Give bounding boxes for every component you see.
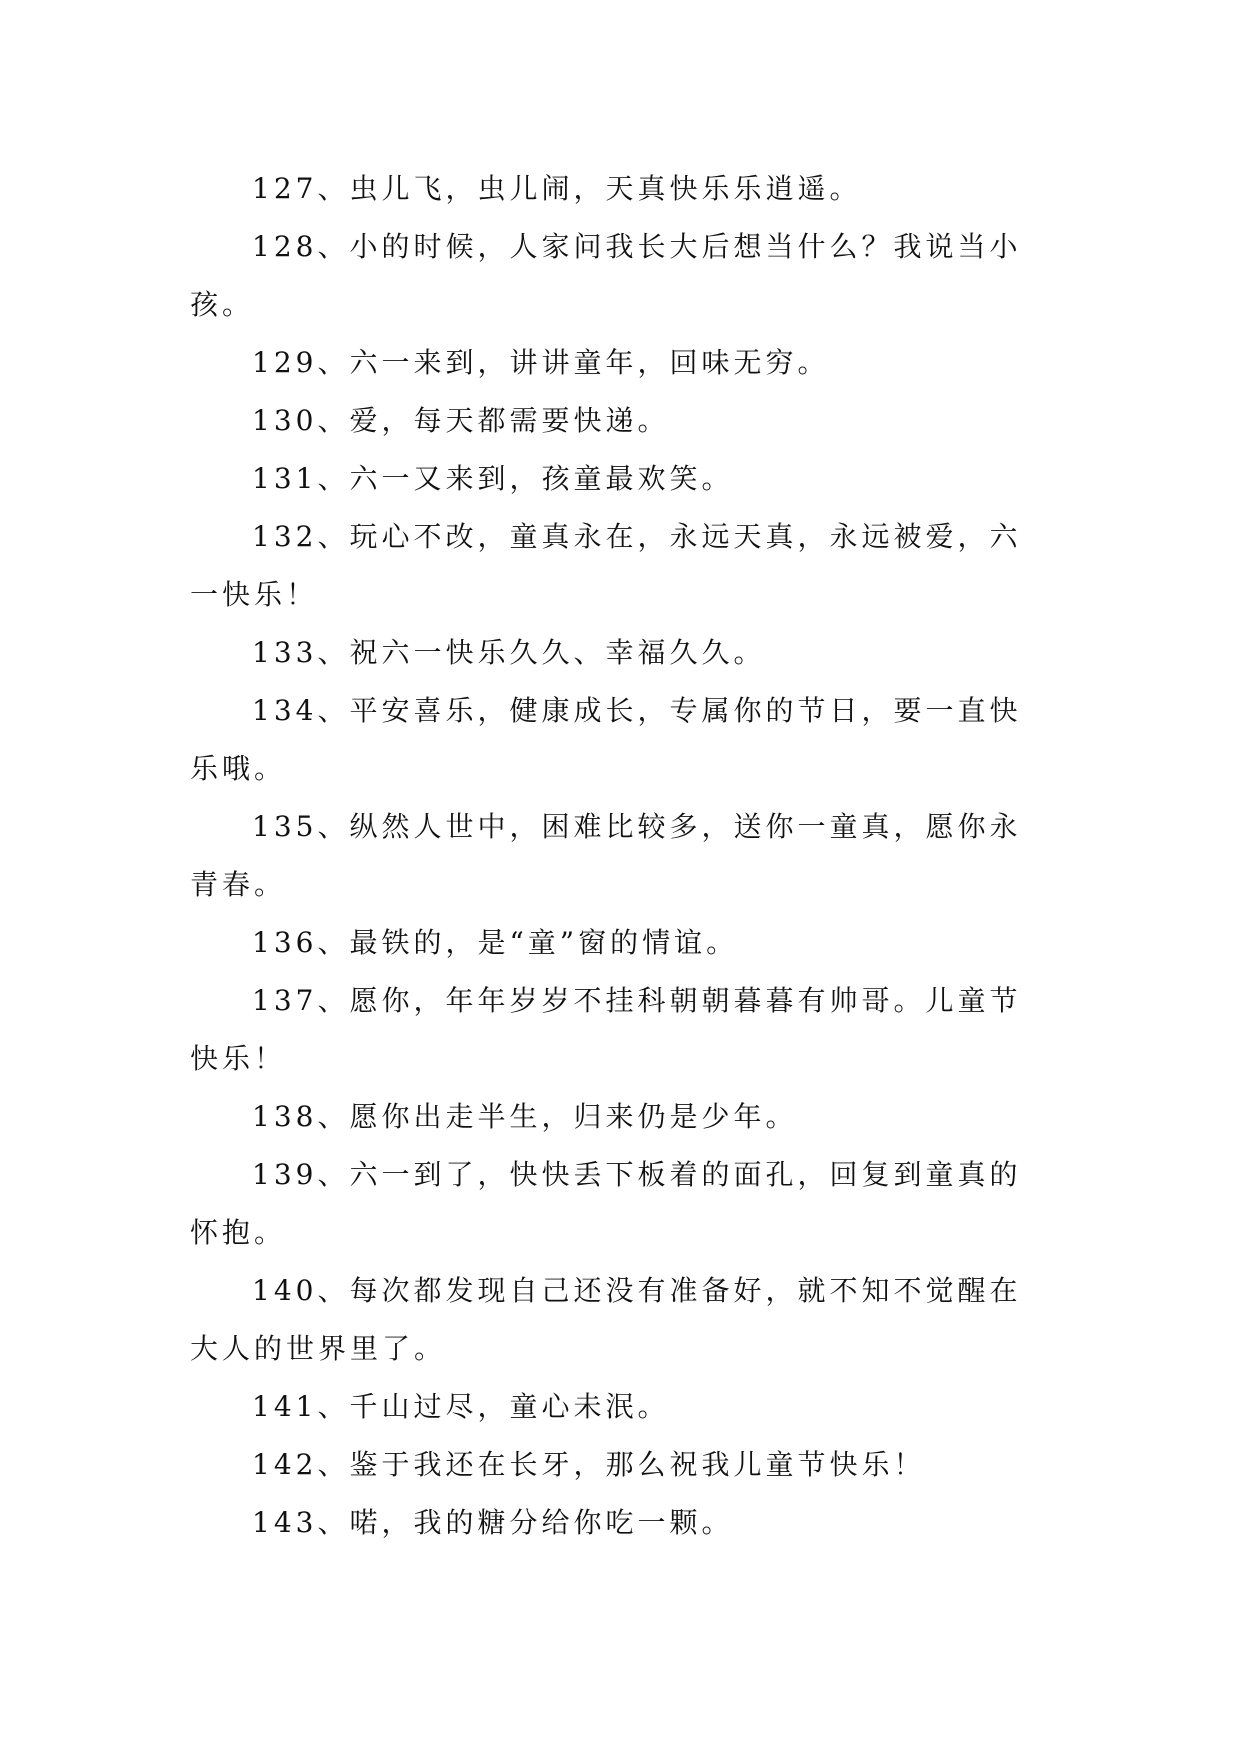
paragraph-129: 129、六一来到，讲讲童年，回味无穷。 <box>252 346 830 379</box>
paragraph-128: 128、小的时候，人家问我长大后想当什么？我说当小孩。 <box>190 230 1022 321</box>
paragraph-131: 131、六一又来到，孩童最欢笑。 <box>252 462 734 495</box>
paragraph-135: 135、纵然人世中，困难比较多，送你一童真，愿你永青春。 <box>190 810 1022 901</box>
paragraph-143: 143、喏，我的糖分给你吃一颗。 <box>252 1506 734 1539</box>
paragraph-139: 139、六一到了，快快丢下板着的面孔，回复到童真的怀抱。 <box>190 1158 1022 1249</box>
paragraph-140: 140、每次都发现自己还没有准备好，就不知不觉醒在大人的世界里了。 <box>190 1274 1022 1365</box>
paragraph-142: 142、鉴于我还在长牙，那么祝我儿童节快乐！ <box>252 1448 926 1481</box>
paragraph-127: 127、虫儿飞，虫儿闹，天真快乐乐逍遥。 <box>252 172 862 205</box>
paragraph-134: 134、平安喜乐，健康成长，专属你的节日，要一直快乐哦。 <box>190 694 1022 785</box>
paragraph-130: 130、爱，每天都需要快递。 <box>252 404 670 437</box>
paragraph-136: 136、最铁的，是“童”窗的情谊。 <box>252 926 739 959</box>
paragraph-132: 132、玩心不改，童真永在，永远天真，永远被爱，六一快乐！ <box>190 520 1022 611</box>
document-body <box>190 160 1052 1552</box>
paragraph-138: 138、愿你出走半生，归来仍是少年。 <box>252 1100 798 1133</box>
paragraph-133: 133、祝六一快乐久久、幸福久久。 <box>252 636 766 669</box>
paragraph-137: 137、愿你，年年岁岁不挂科朝朝暮暮有帅哥。儿童节快乐！ <box>190 984 1022 1075</box>
paragraph-141: 141、千山过尽，童心未泯。 <box>252 1390 670 1423</box>
